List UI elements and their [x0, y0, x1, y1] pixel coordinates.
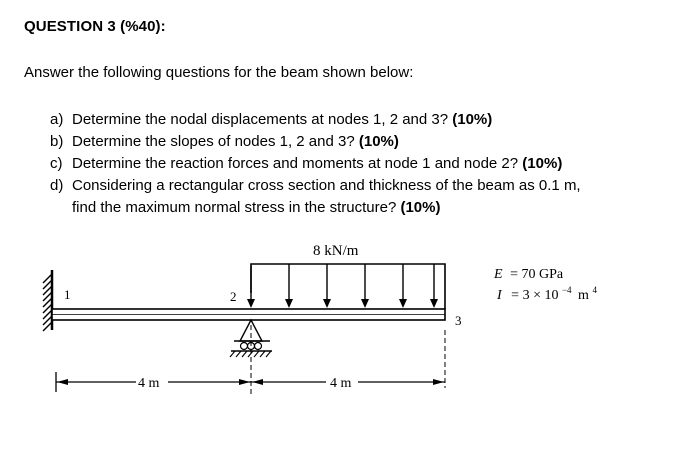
node-label-1: 1 — [64, 287, 71, 302]
inertia-value: = 3 × 10 — [511, 288, 559, 303]
fixed-wall-support — [43, 270, 52, 331]
modulus-value: = 70 GPa — [510, 267, 564, 282]
item-text-continued: find the maximum normal stress in the structure? — [72, 199, 397, 216]
item-text: Determine the slopes of nodes 1, 2 and 3? — [72, 133, 355, 150]
distributed-load — [247, 264, 445, 309]
modulus-symbol: E — [494, 267, 503, 282]
item-text: Determine the nodal displacements at nodes 1, 2 and 3? — [72, 111, 449, 128]
node-label-3: 3 — [455, 313, 462, 328]
item-percent: (10%) — [358, 133, 399, 150]
svg-text:E = 70 GPa — [493, 267, 564, 282]
inertia-symbol: I — [497, 288, 502, 303]
material-properties — [493, 267, 597, 303]
svg-text:I = 3 × 10 −4 — [496, 282, 597, 303]
item-percent: (10%) — [452, 111, 493, 128]
dimension-label-2: 4 m — [330, 376, 352, 391]
question-title: QUESTION 3 (%40): — [24, 18, 166, 35]
item-percent: (10%) — [522, 155, 563, 172]
item-letter: b) — [50, 133, 64, 150]
item-percent: (10%) — [400, 199, 441, 216]
pin-roller-support — [230, 320, 272, 396]
item-text: Determine the reaction forces and moments at node 1 and node 2? — [72, 155, 519, 172]
beam — [52, 309, 445, 320]
node-label-2: 2 — [230, 289, 237, 304]
inertia-unit: m — [578, 288, 589, 303]
question-intro: Answer the following questions for the beam shown below: — [24, 64, 414, 81]
item-letter: c) — [50, 155, 63, 172]
inertia-unit-exponent: 4 — [592, 285, 597, 295]
load-label: 8 kN/m — [313, 243, 359, 259]
item-text: Considering a rectangular cross section and thickness of the beam as 0.1 m, — [72, 177, 581, 194]
inertia-exponent: −4 — [561, 285, 572, 295]
dimension-label-1: 4 m — [138, 376, 160, 391]
item-letter: d) — [50, 177, 64, 194]
item-letter: a) — [50, 111, 64, 128]
